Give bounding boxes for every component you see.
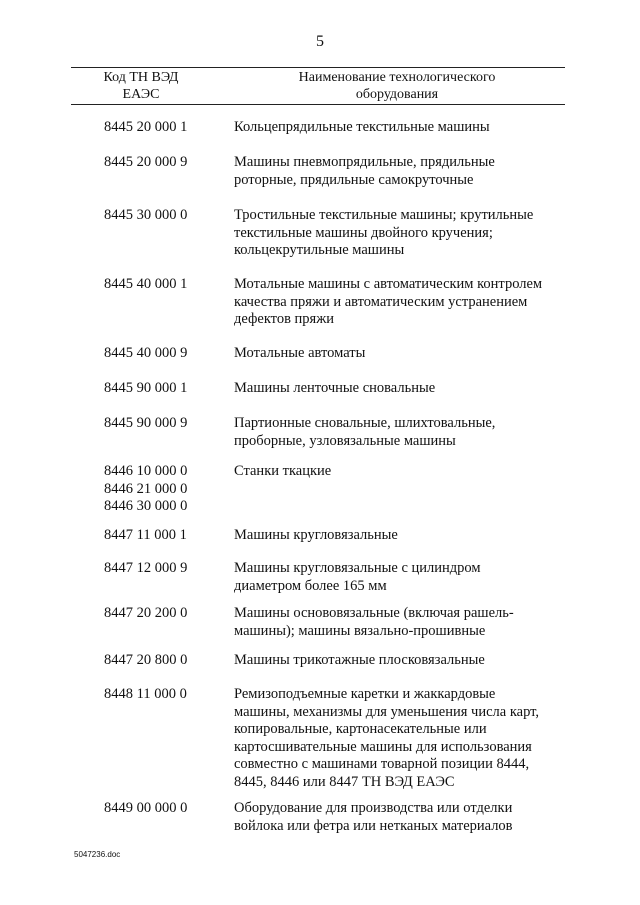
- equipment-description-line: машины, механизмы для уменьшения числа карт,: [234, 703, 540, 720]
- equipment-description-line: текстильные машины двойного кручения;: [234, 224, 493, 241]
- hs-code-cell: [104, 276, 224, 294]
- equipment-description-line: Ремизоподъемные каретки и жаккардовые: [234, 686, 496, 702]
- equipment-description-cell: [234, 463, 564, 481]
- equipment-description-line: кольцекрутильные машины: [234, 242, 405, 258]
- equipment-description-cell: [234, 652, 564, 670]
- equipment-description-line: машины); машины вязально-прошивные: [234, 622, 486, 639]
- table-header-rule: [71, 104, 565, 105]
- hs-code-cell: [104, 605, 224, 623]
- equipment-description-cell: [234, 119, 564, 137]
- equipment-description-line: Машины пневмопрядильные, прядильные: [234, 154, 495, 170]
- header-code-line: Код ТН ВЭД: [103, 70, 179, 85]
- header-code-column: [76, 69, 206, 103]
- equipment-description-line: качества пряжи и автоматическим устранением: [234, 293, 528, 310]
- header-name-line: Наименование технологического: [298, 70, 496, 85]
- hs-code-cell: [104, 380, 224, 398]
- equipment-description-line: Машины трикотажные плосковязальные: [234, 652, 485, 668]
- equipment-description-line: Машины ленточные сновальные: [234, 380, 436, 396]
- hs-code: 8446 21 000 0: [104, 480, 188, 497]
- equipment-description-cell: [234, 605, 564, 640]
- equipment-description-cell: [234, 686, 564, 791]
- hs-code: 8445 20 000 9: [104, 154, 188, 170]
- equipment-description-line: проборные, узловязальные машины: [234, 432, 456, 449]
- hs-code-cell: [104, 154, 224, 172]
- equipment-description-line: Станки ткацкие: [234, 463, 332, 479]
- equipment-description-cell: [234, 345, 564, 363]
- equipment-description-line: копировальные, картонасекательные или: [234, 721, 487, 737]
- hs-code-cell: [104, 652, 224, 670]
- hs-code-cell: [104, 527, 224, 545]
- equipment-description-line: Машины кругловязальные с цилиндром: [234, 560, 481, 576]
- equipment-description-cell: [234, 800, 564, 835]
- hs-code: 8447 20 200 0: [104, 605, 188, 621]
- hs-code-cell: [104, 686, 224, 704]
- hs-code: 8445 30 000 0: [104, 207, 188, 223]
- equipment-description-line: 8445, 8446 или 8447 ТН ВЭД ЕАЭС: [234, 773, 455, 790]
- equipment-description-line: дефектов пряжи: [234, 311, 334, 327]
- hs-code: 8445 40 000 1: [104, 276, 188, 292]
- equipment-description-line: Партионные сновальные, шлихтовальные,: [234, 415, 496, 431]
- hs-code: 8445 90 000 1: [104, 380, 188, 396]
- hs-code-cell: [104, 415, 224, 433]
- hs-code: 8447 11 000 1: [104, 527, 187, 543]
- equipment-description-cell: [234, 380, 564, 398]
- equipment-description-line: Оборудование для производства или отделки: [234, 800, 513, 816]
- hs-code: 8445 40 000 9: [104, 345, 188, 361]
- equipment-description-line: совместно с машинами товарной позиции 8444,: [234, 756, 530, 772]
- equipment-description-line: роторные, прядильные самокруточные: [234, 171, 474, 188]
- footer-filename: 5047236.doc: [74, 850, 121, 859]
- equipment-description-line: Машины основовязальные (включая рашель-: [234, 605, 514, 621]
- header-code-line: ЕАЭС: [122, 87, 160, 102]
- equipment-description-line: Тростильные текстильные машины; крутильные: [234, 207, 534, 223]
- equipment-description-cell: [234, 154, 564, 189]
- hs-code: 8445 90 000 9: [104, 415, 188, 431]
- hs-code-cell: [104, 207, 224, 225]
- hs-code-cell: [104, 119, 224, 137]
- equipment-description-cell: [234, 207, 564, 260]
- hs-code: 8447 20 800 0: [104, 652, 188, 668]
- equipment-description-line: картосшивательные машины для использования: [234, 738, 532, 755]
- hs-code-cell: [104, 463, 224, 516]
- header-name-line: оборудования: [355, 87, 439, 102]
- hs-code: 8446 30 000 0: [104, 498, 188, 514]
- hs-code-cell: [104, 560, 224, 578]
- equipment-description-line: войлока или фетра или нетканых материалов: [234, 817, 513, 834]
- equipment-description-line: Мотальные машины с автоматическим контролем: [234, 276, 543, 292]
- equipment-description-cell: [234, 276, 564, 329]
- hs-code: 8445 20 000 1: [104, 119, 188, 135]
- page-number: 5: [316, 33, 324, 50]
- hs-code: 8446 10 000 0: [104, 463, 188, 479]
- hs-code-cell: [104, 345, 224, 363]
- equipment-description-line: Кольцепрядильные текстильные машины: [234, 119, 490, 135]
- equipment-description-cell: [234, 527, 564, 545]
- equipment-description-line: диаметром более 165 мм: [234, 577, 387, 594]
- hs-code: 8449 00 000 0: [104, 800, 188, 816]
- header-name-column: [262, 69, 532, 103]
- hs-code: 8448 11 000 0: [104, 686, 187, 702]
- hs-code-cell: [104, 800, 224, 818]
- equipment-description-line: Машины кругловязальные: [234, 527, 398, 543]
- hs-code: 8447 12 000 9: [104, 560, 188, 576]
- equipment-description-cell: [234, 560, 564, 595]
- table-top-rule: [71, 67, 565, 68]
- equipment-description-cell: [234, 415, 564, 450]
- equipment-description-line: Мотальные автоматы: [234, 345, 366, 361]
